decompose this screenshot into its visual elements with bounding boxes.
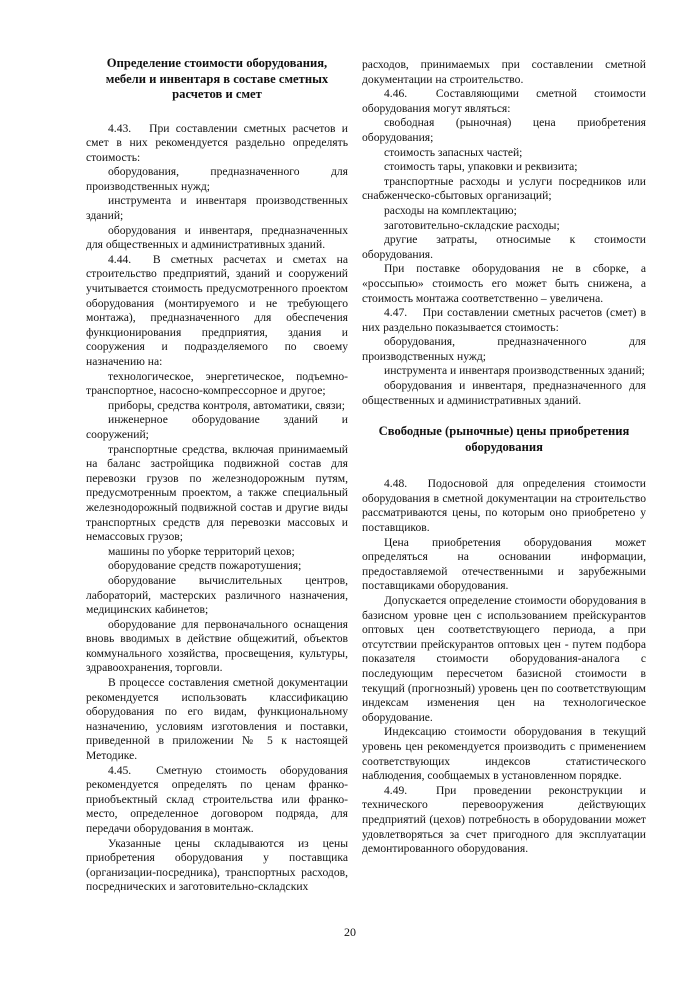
page-number: 20 xyxy=(344,925,356,939)
paragraph: инструмента и инвентаря производственных зданий; xyxy=(384,364,645,378)
paragraph: свободная (рыночная) цена приобретения оборудования; xyxy=(362,116,646,144)
paragraph: оборудования и инвентаря, предназначенного для общественных и административных зданий. xyxy=(362,379,646,407)
paragraph: приборы, средства контроля, автоматики, связи; xyxy=(108,398,345,412)
paragraph: 4.44. В сметных расчетах и сметах на строительство предприятий, зданий и сооружений учитывается стоимость предусмотренного проектом оборудования (монтируемого и не требующего монтажа), предназначенного для обеспечения функционирования предприятия, здания и сооружения и подразделяемого по своему назначению на: xyxy=(86,252,348,368)
paragraph: оборудования и инвентаря, предназначенных для общественных и административных зданий. xyxy=(86,223,348,252)
section-heading-equipment-cost: Определение стоимости оборудования, мебели и инвентаря в составе сметных расчетов и смет xyxy=(105,56,329,101)
paragraph: 4.43. При составлении сметных расчетов и смет в них рекомендуется раздельно определять стоимость: xyxy=(86,121,348,164)
paragraph: транспортные расходы и услуги посредников или снабженческо-сбытовых организаций; xyxy=(362,174,646,203)
paragraph: 4.46. Составляющими сметной стоимости оборудования могут являться: xyxy=(362,87,646,115)
paragraph: инженерное оборудование зданий и сооружений; xyxy=(86,413,348,441)
paragraph: В процессе составления сметной документации рекомендуется использовать классификацию оборудования по его видам, функциональному назначению, условиям изготовления и поставки, приведенной в приложении № 5 к настоящей Методике. xyxy=(86,676,348,763)
paragraph: 4.49. При проведении реконструкции и технического перевооружения действующих предприятий (цехов) потребность в оборудовании может удовлетворяться за счет пригодного для эксплуатации демонтированного оборудования. xyxy=(362,783,646,856)
paragraph: оборудование средств пожаротушения; xyxy=(108,559,302,573)
paragraph: При поставке оборудования не в сборке, а «россыпью» стоимость его может быть снижена, а стоимость монтажа соответственно – увеличена. xyxy=(362,262,646,305)
paragraph: другие затраты, относимые к стоимости оборудования. xyxy=(362,233,646,261)
left-column xyxy=(86,56,348,895)
paragraph: технологическое, энергетическое, подъемно-транспортное, насосно-компрессорное и другое; xyxy=(86,369,348,398)
paragraph: стоимость запасных частей; xyxy=(384,145,523,159)
paragraph: 4.48. Подосновой для определения стоимости оборудования в сметной документации на строительство рассматриваются цены, по которым оно приобретено у поставщиков. xyxy=(362,477,646,535)
paragraph: Индексацию стоимости оборудования в текущий уровень цен рекомендуется производить с применением соответствующих индексов статистического наблюдения, сообщаемых в установленном порядке. xyxy=(362,725,646,783)
paragraph: 4.47. При составлении сметных расчетов (смет) в них раздельно показывается стоимость: xyxy=(362,306,646,334)
paragraph: Допускается определение стоимости оборудования в базисном уровне цен с использованием прейскурантов оптовых цен соответствующего периода, а при отсутствии прейскурантов оптовых цен - путем подбора показателя стоимости оборудования-аналога с последующим пересчетом базисной стоимости в текущий (прогнозный) уровень цен по соответствующим индексам изменения цен на технологическое оборудование. xyxy=(362,594,646,724)
paragraph: заготовительно-складские расходы; xyxy=(384,218,560,232)
paragraph: расходов, принимаемых при составлении сметной документации на строительство. xyxy=(362,58,646,86)
paragraph: инструмента и инвентаря производственных зданий; xyxy=(86,194,348,223)
paragraph: оборудования, предназначенного для производственных нужд; xyxy=(362,335,646,363)
paragraph: стоимость тары, упаковки и реквизита; xyxy=(384,160,578,174)
section-heading-market-prices: Свободные (рыночные) цены приобретения оборудования xyxy=(378,424,630,454)
paragraph: оборудование для первоначального оснащения вновь вводимых в действие общежитий, объектов коммунального хозяйства, просвещения, культуры, здравоохранения, торговли. xyxy=(86,617,348,675)
paragraph: оборудование вычислительных центров, лабораторий, мастерских различного назначения, медицинских кабинетов; xyxy=(86,573,348,617)
paragraph: Указанные цены складываются из цены приобретения оборудования у поставщика (организации-посредника), транспортных расходов, посреднических и заготовительно-складских xyxy=(86,836,348,894)
paragraph: транспортные средства, включая принимаемый на баланс застройщика подвижной состав для перевозки грузов по железнодорожным путям, предусмотренным проектом, а также специальный железнодорожный подвижной состав и другие виды транспортных средств для перевозки массовых и немассовых грузов; xyxy=(86,442,348,544)
paragraph: Цена приобретения оборудования может определяться на основании информации, предоставляемой отечественными и зарубежными поставщиками оборудования. xyxy=(362,535,646,593)
paragraph: оборудования, предназначенного для производственных нужд; xyxy=(86,165,348,193)
right-column xyxy=(362,58,646,857)
paragraph: расходы на комплектацию; xyxy=(384,203,517,217)
paragraph: 4.45. Сметную стоимость оборудования рекомендуется определять по ценам франко-приобъектный склад строительства или франко-место, определенное договором подряда, для передачи оборудования в монтаж. xyxy=(86,763,348,835)
paragraph: машины по уборке территорий цехов; xyxy=(108,544,295,558)
